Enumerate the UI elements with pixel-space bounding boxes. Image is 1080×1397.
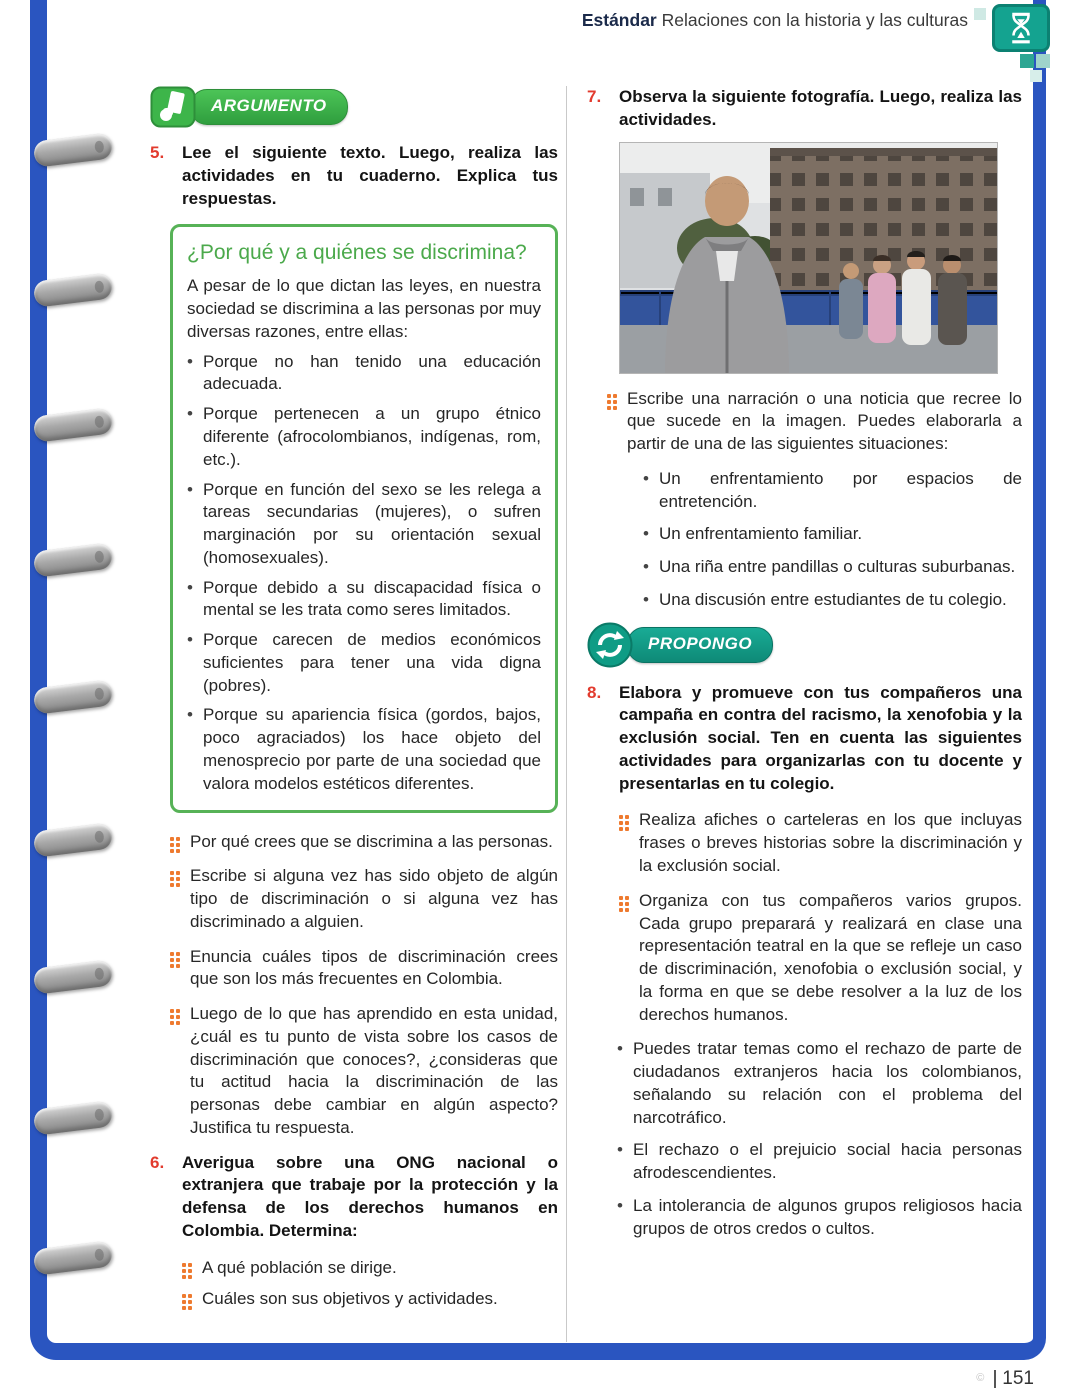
list-item-text: El rechazo o el prejuicio social hacia personas afrodescendientes.	[633, 1140, 1022, 1183]
propongo-badge	[587, 622, 1022, 668]
activity-item	[182, 1288, 558, 1311]
list-item-text: Porque en función del sexo se les relega a tareas secundarias (mujeres), o sufren marginación por su orientación sexual (homosexuales).	[203, 479, 541, 567]
list-item-text: Un enfrentamiento familiar.	[659, 524, 863, 544]
activity-item	[619, 890, 1022, 1027]
item-6	[150, 1152, 558, 1243]
activity-marker-icon	[170, 837, 180, 854]
item-text: Lee el siguiente texto. Luego, realiza las actividades en tu cuaderno. Explica tus respuestas.	[182, 143, 558, 208]
bullet-icon: •	[643, 468, 649, 488]
standard-text: Relaciones con la historia y las culturas	[656, 10, 968, 30]
activity-item	[170, 946, 558, 992]
activity-text: Realiza afiches o carteleras en los que incluyas frases o breves historias sobre la discriminación y la exclusión social.	[639, 810, 1022, 876]
item-number: 6.	[150, 1152, 165, 1172]
bullet-icon: •	[617, 1195, 623, 1215]
item-number: 8.	[587, 682, 602, 702]
list-item	[187, 403, 541, 471]
list-item-text: Porque carecen de medios económicos suficientes para tener una vida digna (pobres).	[203, 630, 541, 695]
item-8	[587, 682, 1022, 796]
list-item-text: La intolerancia de algunos grupos religiosos hacia grupos de otros credos o cultos.	[633, 1195, 1022, 1238]
bullet-icon: •	[643, 589, 649, 609]
bullet-icon: •	[617, 1140, 623, 1160]
bullet-icon: •	[187, 577, 193, 597]
list-item-text: Una discusión entre estudiantes de tu colegio.	[659, 589, 1007, 609]
activity-marker-icon	[619, 896, 629, 1027]
activity-text: Escribe si alguna vez has sido objeto de algún tipo de discriminación o si alguna vez has discriminado a alguien.	[190, 866, 558, 931]
activity-text: Cuáles son sus objetivos y actividades.	[202, 1288, 498, 1308]
list-item-text: Puedes tratar temas como el rechazo de parte de ciudadanos extranjeros hacia los colombianos, señalando su relación con el problema del narcotráfico.	[633, 1039, 1022, 1127]
bullet-icon: •	[187, 479, 193, 499]
activity-photo	[619, 142, 998, 374]
bullet-icon: •	[187, 705, 193, 725]
activity-marker-icon	[170, 871, 180, 933]
argumento-badge	[150, 86, 558, 128]
page-number: 151	[1002, 1368, 1034, 1389]
activity-marker-icon	[170, 1009, 180, 1140]
list-item	[617, 1195, 1022, 1241]
content-columns	[138, 86, 1022, 1342]
reading-box	[170, 224, 558, 812]
activity-text: Organiza con tus compañeros varios grupos. Cada grupo preparará y realizará en clase una representación teatral en la que se refleje un caso de discriminación, xenofobia o exclusión social, y la forma en que se debe resolver a la luz de los derechos humanos.	[639, 890, 1022, 1024]
bullet-icon: •	[187, 630, 193, 650]
list-item	[187, 479, 541, 570]
item-text: Averigua sobre una ONG nacional o extranjera que trabaje por la protección y la defensa de los derechos humanos en Colombia. Determina:	[182, 1152, 558, 1240]
activity-item	[607, 388, 1022, 456]
copyright-mark: ©	[976, 1372, 985, 1385]
list-item-text: Un enfrentamiento por espacios de entretención.	[659, 468, 1022, 511]
activity-item	[170, 865, 558, 933]
options-list	[643, 468, 1022, 612]
hourglass-icon	[992, 4, 1050, 52]
activity-marker-icon	[182, 1294, 192, 1311]
bullet-icon: •	[187, 351, 193, 371]
activity-marker-icon	[170, 952, 180, 992]
activity-marker-icon	[182, 1263, 192, 1280]
activity-text: Por qué crees que se discrimina a las personas.	[190, 831, 553, 851]
list-item-text: Porque no han tenido una educación adecuada.	[203, 351, 541, 394]
list-item	[643, 556, 1022, 579]
checker-square	[1036, 54, 1050, 68]
list-item	[187, 629, 541, 697]
checker-square	[974, 8, 986, 20]
sub-bullet-list	[617, 1038, 1022, 1240]
argument-card-icon	[150, 86, 196, 128]
item-5	[150, 142, 558, 210]
bullet-icon: •	[643, 524, 649, 544]
item-number: 5.	[150, 143, 165, 162]
list-item	[617, 1038, 1022, 1129]
activity-text: Luego de lo que has aprendido en esta unidad, ¿cuál es tu punto de vista sobre los casos de discriminación que conoces?, ¿consideras que tu actitud hacia la discriminación de las personas debe cambiar en algún aspecto? Justifica tu respuesta.	[190, 1004, 558, 1137]
checker-square	[1020, 54, 1034, 68]
activity-item	[170, 1003, 558, 1140]
page-footer	[976, 1366, 1034, 1391]
list-item	[643, 523, 1022, 546]
page-number-divider	[994, 1370, 996, 1388]
item-text: Observa la siguiente fotografía. Luego, realiza las actividades.	[619, 87, 1022, 129]
argumento-label: ARGUMENTO	[190, 89, 348, 125]
item-number: 7.	[587, 87, 602, 106]
bullet-icon: •	[617, 1039, 623, 1059]
activity-item	[619, 809, 1022, 877]
list-item-text: Porque pertenecen a un grupo étnico diferente (afrocolombianos, indígenas, rom, etc.).	[203, 404, 541, 469]
item-7	[587, 86, 1022, 132]
left-column	[138, 86, 558, 1342]
list-item-text: Porque su apariencia física (gordos, bajos, poco agraciados) los hace objeto del menosprecio por parte de una sociedad que valora modelos estéticos diferentes.	[203, 705, 541, 793]
list-item	[187, 351, 541, 397]
list-item-text: Una riña entre pandillas o culturas suburbanas.	[659, 557, 1016, 577]
list-item	[643, 468, 1022, 514]
activity-marker-icon	[607, 394, 617, 456]
right-column	[566, 86, 1022, 1342]
activity-marker-icon	[619, 815, 629, 877]
recycle-arrows-icon	[587, 622, 633, 668]
list-item	[643, 589, 1022, 612]
checker-square	[1030, 70, 1042, 82]
list-item	[187, 704, 541, 795]
list-item	[617, 1139, 1022, 1185]
bullet-icon: •	[187, 404, 193, 424]
activity-item	[182, 1257, 558, 1280]
activity-text: Enuncia cuáles tipos de discriminación crees que son los más frecuentes en Colombia.	[190, 946, 558, 989]
standard-header	[582, 9, 968, 32]
activity-text: Escribe una narración o una noticia que recree lo que sucede en la imagen. Puedes elaborarla a partir de una de las siguientes situaciones:	[627, 388, 1022, 454]
activity-text: A qué población se dirige.	[202, 1257, 397, 1277]
bullet-icon: •	[643, 557, 649, 577]
activity-item	[170, 831, 558, 854]
list-item-text: Porque debido a su discapacidad física o mental se les trata como seres limitados.	[203, 577, 541, 620]
propongo-label: PROPONGO	[627, 627, 773, 663]
reading-box-title: ¿Por qué y a quiénes se discrimina?	[187, 241, 527, 265]
item-text: Elabora y promueve con tus compañeros una campaña en contra del racismo, la xenofobia y la exclusión social. Ten en cuenta las siguientes actividades para organizarlas con tu docente y presentarlas en tu colegio.	[619, 682, 1022, 793]
reading-box-intro: A pesar de lo que dictan las leyes, en nuestra sociedad se discrimina a las personas por muy diversas razones, entre ellas:	[187, 276, 541, 341]
list-item	[187, 577, 541, 623]
standard-label: Estándar	[581, 10, 657, 30]
